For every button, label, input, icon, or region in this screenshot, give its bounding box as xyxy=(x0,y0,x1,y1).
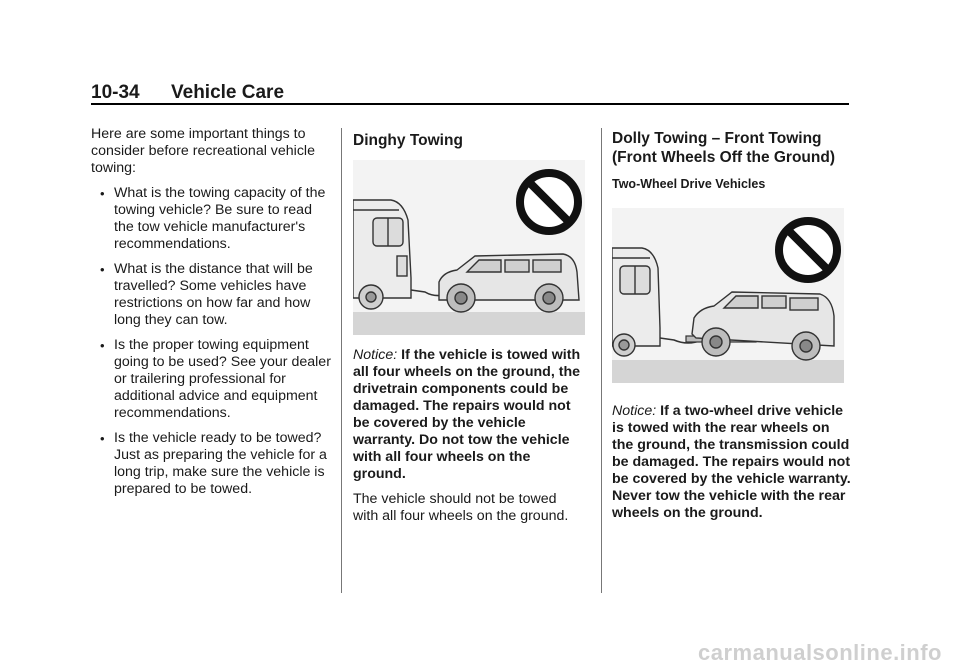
watermark: carmanualsonline.info xyxy=(698,640,942,665)
notice-label: Notice: xyxy=(353,347,398,363)
column-recreational-towing xyxy=(91,126,331,506)
dolly-towing-heading: Dolly Towing – Front Towing (Front Wheels Off the Ground) xyxy=(612,130,836,166)
prohibition-icon xyxy=(520,173,578,231)
list-item-text: What is the towing capacity of the towing vehicle? Be sure to read the tow vehicle manufacturer's recommendations. xyxy=(114,185,326,252)
page-number: 10-34 xyxy=(91,82,140,103)
notice-text: If a two-wheel drive vehicle is towed with the rear wheels on the ground, the transmission could be damaged. The repairs would not be covered by the vehicle warranty. Never tow the vehicle with the rear wheels on the ground. xyxy=(612,403,851,521)
list-item xyxy=(91,185,331,253)
list-item-text: Is the vehicle ready to be towed? Just as preparing the vehicle for a long trip, make sure the vehicle is prepared to be towed. xyxy=(114,430,327,497)
dinghy-body: The vehicle should not be towed with all four wheels on the ground. xyxy=(353,491,569,524)
notice-text: If the vehicle is towed with all four wheels on the ground, the drivetrain components could be damaged. The repairs would not be covered by the vehicle warranty. Do not tow the vehicle with all four wheels on the ground. xyxy=(353,347,581,482)
dolly-notice xyxy=(612,403,852,522)
intro-paragraph: Here are some important things to consider before recreational vehicle towing: xyxy=(91,126,315,176)
prohibition-icon xyxy=(779,221,837,279)
list-item xyxy=(91,261,331,329)
consideration-list xyxy=(91,185,331,498)
dolly-towing-figure xyxy=(612,208,844,383)
header-rule xyxy=(91,103,849,105)
list-item xyxy=(91,430,331,498)
bullet-glyph: • xyxy=(100,262,105,277)
dinghy-towing-figure xyxy=(353,160,585,335)
notice-label: Notice: xyxy=(612,403,657,419)
dinghy-notice xyxy=(353,347,585,483)
bullet-glyph: • xyxy=(100,338,105,353)
bullet-glyph: • xyxy=(100,186,105,201)
column-dinghy-towing xyxy=(353,126,585,533)
list-item-text: Is the proper towing equipment going to be used? See your dealer or trailering professional for additional advice and equipment recommendations. xyxy=(114,337,331,421)
column-dolly-towing xyxy=(612,126,852,530)
list-item-text: What is the distance that will be travelled? Some vehicles have restrictions on how far and how long they can tow. xyxy=(114,261,313,328)
dinghy-towing-heading: Dinghy Towing xyxy=(353,132,463,149)
column-divider-1 xyxy=(341,128,342,593)
section-title: Vehicle Care xyxy=(171,82,285,103)
column-divider-2 xyxy=(601,128,602,593)
two-wheel-drive-subheading: Two-Wheel Drive Vehicles xyxy=(612,177,766,191)
bullet-glyph: • xyxy=(100,431,105,446)
list-item xyxy=(91,337,331,422)
